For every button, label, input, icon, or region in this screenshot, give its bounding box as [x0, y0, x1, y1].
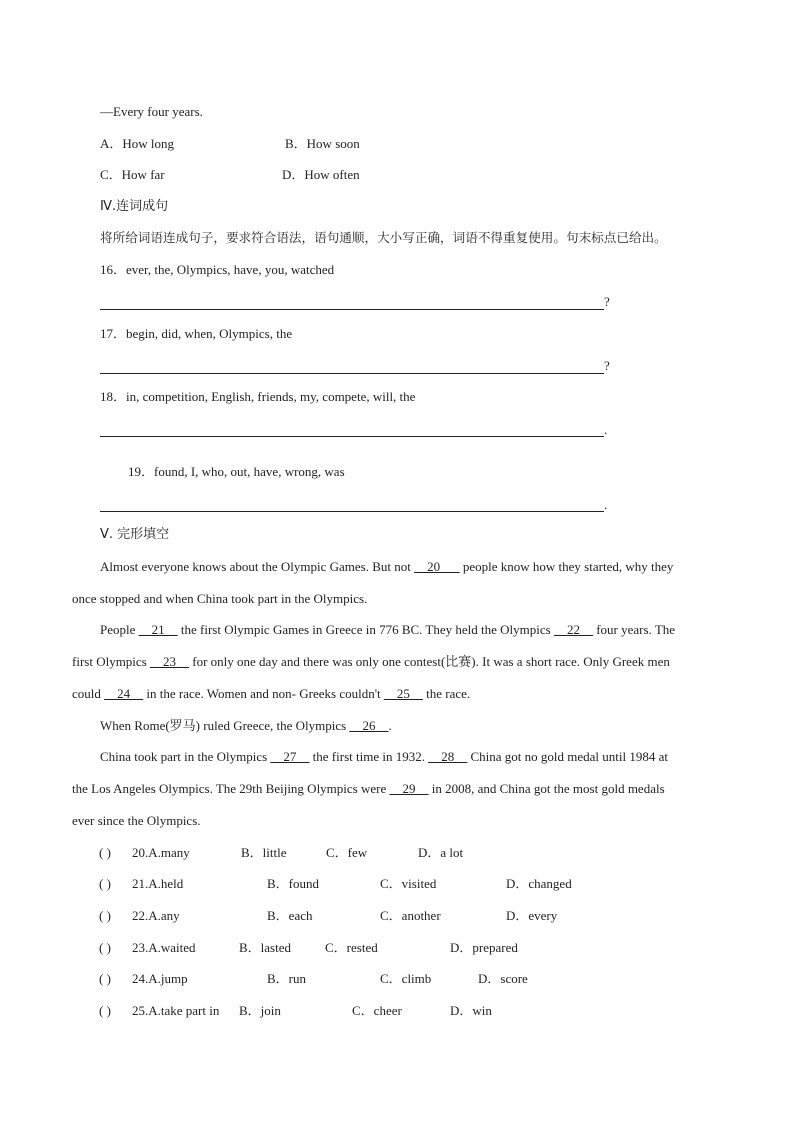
question-20-a: 20.A.many: [132, 845, 190, 860]
blank-23: __23__: [150, 654, 189, 669]
passage-p2-line1: People __21__ the first Olympic Games in Greece in 776 BC. They held the Olympics __22__ four years. The: [100, 622, 676, 637]
blank-25: __25__: [383, 686, 423, 701]
question-20-b: B．little: [241, 845, 287, 860]
item-16-end: ?: [604, 294, 610, 309]
question-22-a: 22.A.any: [132, 908, 180, 923]
answer-paren-23[interactable]: ( ): [99, 940, 111, 955]
section4-title: Ⅳ.连词成句: [100, 199, 169, 214]
answer-paren-22[interactable]: ( ): [99, 908, 111, 923]
blank-29: __29__: [389, 781, 429, 796]
passage-p2-line2: first Olympics __23__ for only one day and there was only one contest(比赛). It was a short race. Only Greek men: [72, 654, 670, 669]
blank-27: __27__: [270, 749, 310, 764]
prev-reply: —Every four years.: [100, 104, 203, 119]
question-24-c: C．climb: [380, 971, 432, 986]
prev-option-b: B．How soon: [285, 136, 360, 151]
passage-p1-line2: once stopped and when China took part in the Olympics.: [72, 591, 368, 606]
blank-28: __28__: [428, 749, 468, 764]
answer-paren-20[interactable]: ( ): [99, 845, 111, 860]
blank-24: __24__: [104, 686, 144, 701]
question-20-d: D．a lot: [418, 845, 464, 860]
blank-26: __26__: [349, 718, 389, 733]
passage-p3: When Rome(罗马) ruled Greece, the Olympics __26__.: [100, 718, 392, 733]
passage-p4-line2: the Los Angeles Olympics. The 29th Beijing Olympics were __29__ in 2008, and China got the most gold medals: [72, 781, 665, 796]
prev-option-a: A．How long: [100, 136, 175, 151]
prev-option-c: C．How far: [100, 167, 165, 182]
answer-paren-21[interactable]: ( ): [99, 876, 111, 891]
blank-21: __21__: [138, 622, 178, 637]
question-20-c: C．few: [326, 845, 368, 860]
section4-instruction: 将所给词语连成句子，要求符合语法，语句通顺，大小写正确，词语不得重复使用。句末标点已给出。: [100, 230, 667, 245]
question-25-d: D．win: [450, 1003, 492, 1018]
item-17-end: ?: [604, 358, 610, 373]
passage-p4-line3: ever since the Olympics.: [72, 813, 201, 828]
item-19-words: 19．found, I, who, out, have, wrong, was: [128, 464, 345, 479]
blank-20: __20___: [414, 559, 460, 574]
question-24-a: 24.A.jump: [132, 971, 188, 986]
question-25-c: C．cheer: [352, 1003, 402, 1018]
item-19-end: .: [604, 497, 608, 512]
passage-p4-line1: China took part in the Olympics __27__ the first time in 1932. __28__ China got no gold medal until 1984 at: [100, 749, 668, 764]
answer-line-16[interactable]: [100, 309, 604, 310]
passage-p2-line3: could __24__ in the race. Women and non- Greeks couldn't __25__ the race.: [72, 686, 471, 701]
blank-22: __22__: [553, 622, 593, 637]
question-22-d: D．every: [506, 908, 558, 923]
question-21-a: 21.A.held: [132, 876, 184, 891]
question-21-b: B．found: [267, 876, 320, 891]
question-23-d: D．prepared: [450, 940, 518, 955]
section5-title: Ⅴ. 完形填空: [100, 527, 170, 542]
answer-paren-25[interactable]: ( ): [99, 1003, 111, 1018]
question-22-c: C．another: [380, 908, 441, 923]
prev-option-d: D．How often: [282, 167, 360, 182]
answer-line-19[interactable]: [100, 511, 604, 512]
question-24-b: B．run: [267, 971, 307, 986]
question-25-a: 25.A.take part in: [132, 1003, 220, 1018]
passage-p1-line1: Almost everyone knows about the Olympic Games. But not __20___ people know how they started, why they: [100, 559, 674, 574]
item-18-words: 18．in, competition, English, friends, my, compete, will, the: [100, 389, 416, 404]
question-21-d: D．changed: [506, 876, 572, 891]
question-22-b: B．each: [267, 908, 313, 923]
question-23-a: 23.A.waited: [132, 940, 196, 955]
item-16-words: 16．ever, the, Olympics, have, you, watched: [100, 262, 335, 277]
question-23-c: C．rested: [325, 940, 378, 955]
answer-paren-24[interactable]: ( ): [99, 971, 111, 986]
item-18-end: .: [604, 422, 608, 437]
answer-line-18[interactable]: [100, 436, 604, 437]
item-17-words: 17．begin, did, when, Olympics, the: [100, 326, 293, 341]
question-25-b: B．join: [239, 1003, 281, 1018]
question-24-d: D．score: [478, 971, 528, 986]
question-23-b: B．lasted: [239, 940, 291, 955]
question-21-c: C．visited: [380, 876, 437, 891]
answer-line-17[interactable]: [100, 373, 604, 374]
